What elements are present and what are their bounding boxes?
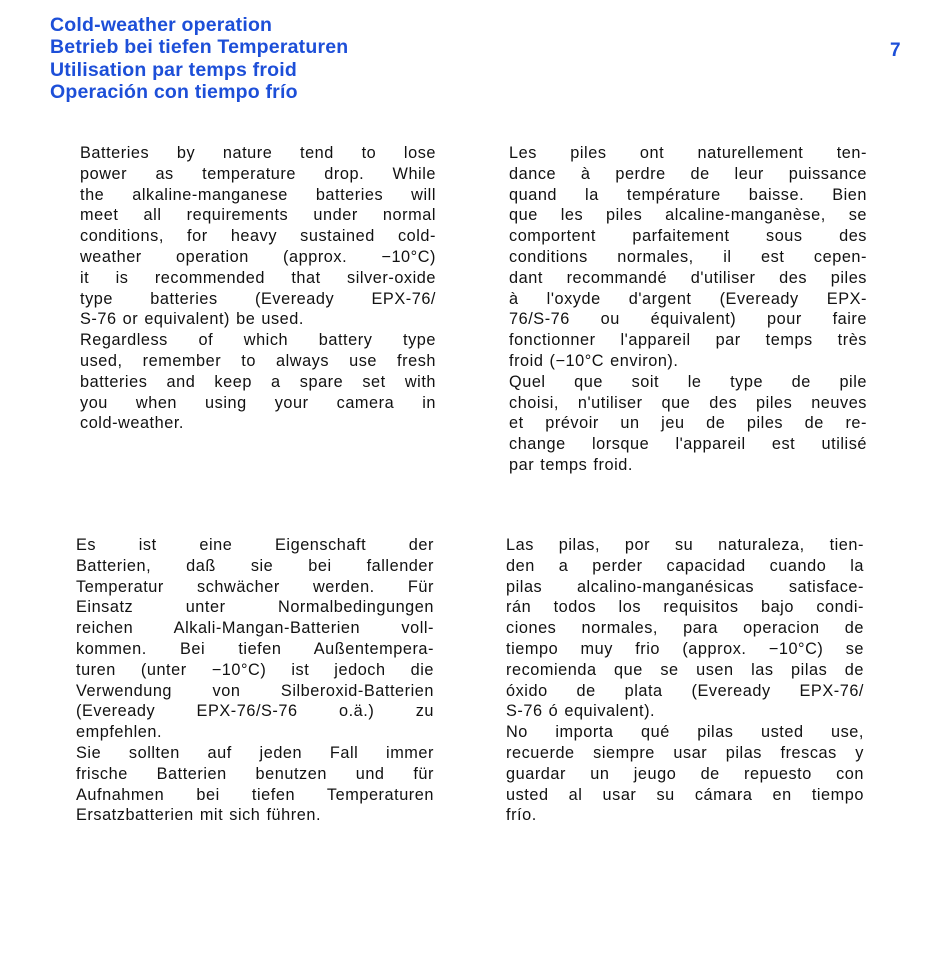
text-line: Regardless of which battery type xyxy=(80,331,436,350)
heading-german: Betrieb bei tiefen Temperaturen xyxy=(50,36,349,59)
text-line: guardar un jeugo de repuesto con xyxy=(506,764,864,783)
german-paragraph-2 xyxy=(48,743,434,826)
text-line: quand la température baisse. Bien xyxy=(509,185,867,204)
french-paragraph-1 xyxy=(481,143,867,372)
text-line: change lorsque l'appareil est utilisé xyxy=(509,435,867,454)
text-line: dance à perdre de leur puissance xyxy=(509,164,867,183)
text-line: Einsatz unter Normalbedingungen xyxy=(76,598,434,617)
english-paragraph-2 xyxy=(52,330,436,434)
text-line: batteries and keep a spare set with xyxy=(80,372,436,391)
text-line: et prévoir un jeu de piles de re- xyxy=(509,414,867,433)
text-line: (Eveready EPX-76/S-76 o.ä.) zu xyxy=(76,702,434,721)
text-line: kommen. Bei tiefen Außentempera- xyxy=(76,639,434,658)
spanish-column xyxy=(478,535,864,826)
text-line: Aufnahmen bei tiefen Temperaturen xyxy=(76,785,434,804)
spanish-paragraph-1 xyxy=(478,535,864,722)
german-paragraph-1 xyxy=(48,535,434,743)
text-line: conditions normales, il est cepen- xyxy=(509,247,867,266)
heading-english: Cold-weather operation xyxy=(50,14,273,36)
spanish-paragraph-2 xyxy=(478,722,864,826)
text-line: frío. xyxy=(506,806,537,825)
german-column xyxy=(48,535,434,826)
text-line: froid (−10°C environ). xyxy=(509,351,679,370)
text-line: frische Batterien benutzen und für xyxy=(76,764,434,783)
heading-french: Utilisation par temps froid xyxy=(50,58,298,81)
text-line: pilas alcalino-manganésicas satisface- xyxy=(506,577,864,596)
text-line: Quel que soit le type de pile xyxy=(509,372,867,391)
text-line: recuerde siempre usar pilas frescas y xyxy=(506,743,864,762)
text-line: Batteries by nature tend to lose xyxy=(80,144,436,162)
text-line: the alkaline-manganese batteries will xyxy=(80,185,436,204)
text-line: usted al usar su cámara en tiempo xyxy=(506,785,864,804)
english-paragraph-1 xyxy=(52,143,436,330)
text-line: reichen Alkali-Mangan-Batterien voll- xyxy=(76,619,434,638)
text-line: S-76 or equivalent) be used. xyxy=(80,310,304,329)
text-line: 76/S-76 ou équivalent) pour faire xyxy=(509,310,867,329)
text-line: par temps froid. xyxy=(509,455,633,474)
text-line: Les piles ont naturellement ten- xyxy=(509,144,867,162)
text-line: type batteries (Eveready EPX-76/ xyxy=(80,289,436,308)
text-line: tiempo muy frio (approx. −10°C) se xyxy=(506,639,864,658)
text-line: Es ist eine Eigenschaft der xyxy=(76,536,434,554)
page-number: 7 xyxy=(890,40,901,61)
text-line: que les piles alcaline-manganèse, se xyxy=(509,206,867,225)
text-line: conditions, for heavy sustained cold- xyxy=(80,227,436,246)
text-line: ciones normales, para operacion de xyxy=(506,619,864,638)
heading-spanish: Operación con tiempo frío xyxy=(50,81,298,104)
text-line: it is recommended that silver-oxide xyxy=(80,268,436,287)
text-line: you when using your camera in xyxy=(80,393,436,412)
french-column xyxy=(481,143,867,476)
text-line: Temperatur schwächer werden. Für xyxy=(76,577,434,596)
text-line: dant recommandé d'utiliser des piles xyxy=(509,268,867,287)
text-line: No importa qué pilas usted use, xyxy=(506,723,864,742)
text-line: comportent parfaitement sous des xyxy=(509,227,867,246)
text-line: Batterien, daß sie bei fallender xyxy=(76,556,434,575)
text-line: rán todos los requisitos bajo condi- xyxy=(506,598,864,617)
text-line: óxido de plata (Eveready EPX-76/ xyxy=(506,681,864,700)
text-line: used, remember to always use fresh xyxy=(80,351,436,370)
text-line: meet all requirements under normal xyxy=(80,206,436,225)
text-line: recomienda que se usen las pilas de xyxy=(506,660,864,679)
text-line: fonctionner l'appareil par temps très xyxy=(509,331,867,350)
text-line: Verwendung von Silberoxid-Batterien xyxy=(76,681,434,700)
text-line: Sie sollten auf jeden Fall immer xyxy=(76,743,434,762)
text-line: choisi, n'utiliser que des piles neuves xyxy=(509,393,867,412)
french-paragraph-2 xyxy=(481,372,867,476)
heading-block xyxy=(50,14,570,104)
text-line: Ersatzbatterien mit sich führen. xyxy=(76,806,322,825)
text-line: turen (unter −10°C) ist jedoch die xyxy=(76,660,434,679)
text-line: power as temperature drop. While xyxy=(80,164,436,183)
text-line: Las pilas, por su naturaleza, tien- xyxy=(506,536,864,554)
english-column xyxy=(52,143,436,434)
text-line: cold-weather. xyxy=(80,414,184,433)
text-line: den a perder capacidad cuando la xyxy=(506,556,864,575)
text-line: empfehlen. xyxy=(76,723,163,742)
text-line: S-76 ó equivalent). xyxy=(506,702,656,721)
text-line: weather operation (approx. −10°C) xyxy=(80,247,436,266)
text-line: à l'oxyde d'argent (Eveready EPX- xyxy=(509,289,867,308)
